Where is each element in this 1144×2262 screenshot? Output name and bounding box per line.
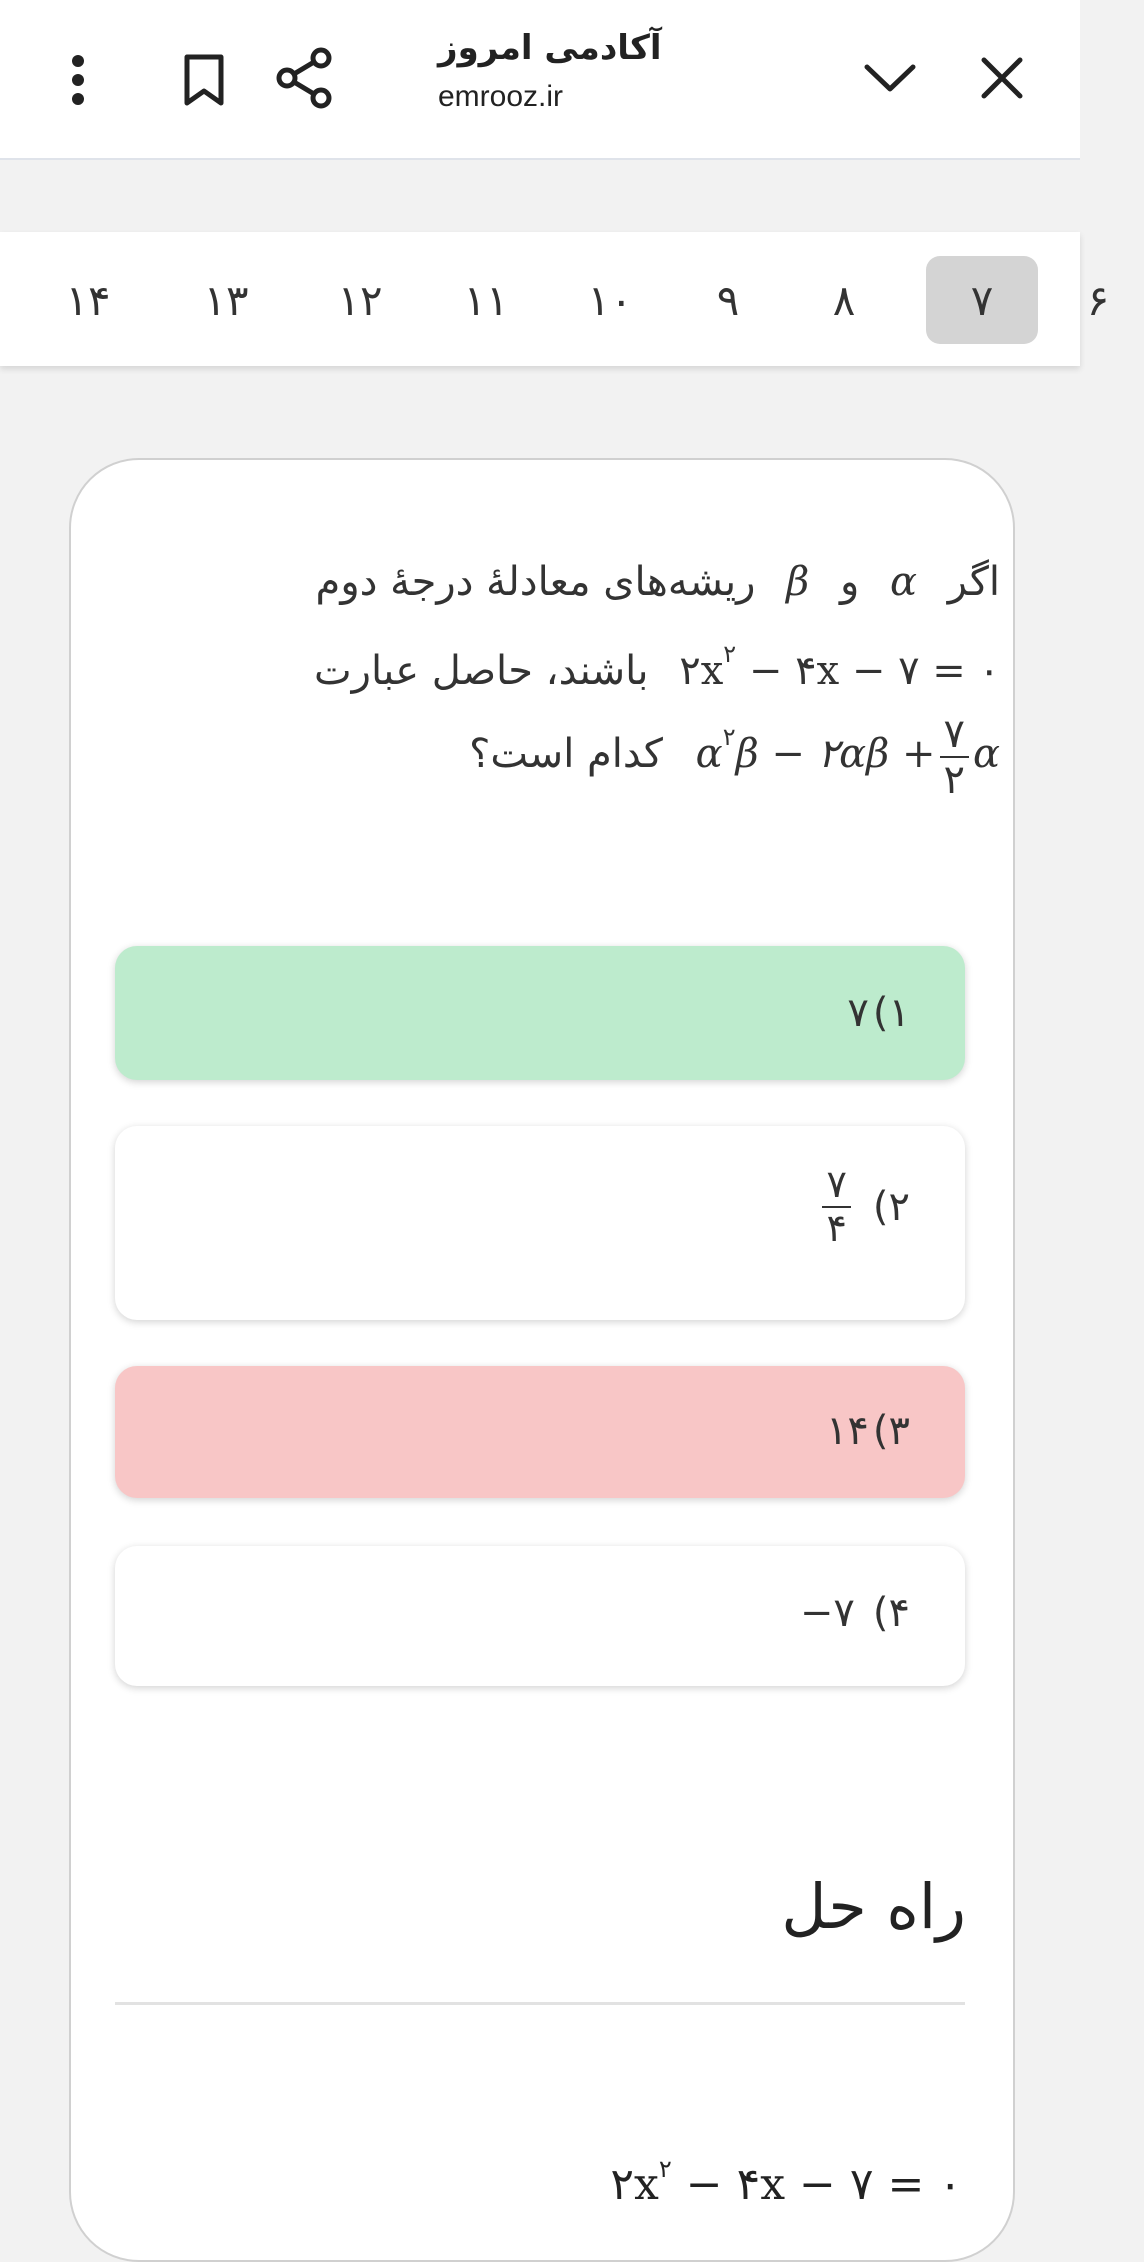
tab-9[interactable]: ۹: [716, 275, 740, 325]
option-1[interactable]: [115, 946, 965, 1080]
tab-11[interactable]: ۱۱: [463, 275, 509, 325]
option-4-number: ۴): [872, 1590, 910, 1636]
option-4-value: −۷: [799, 1590, 855, 1636]
solution-equation: $۲x^۲$ − ۴x − ۷ = ۰: [610, 2155, 962, 2210]
divider: [115, 2002, 965, 2005]
question-line-1: اگر α و β ریشه‌های معادلهٔ درجهٔ دوم: [315, 559, 1000, 605]
tab-8[interactable]: ۸: [832, 275, 856, 325]
tab-6[interactable]: ۶: [1086, 275, 1110, 325]
tab-13[interactable]: ۱۳: [203, 275, 249, 325]
separator-strip: [0, 160, 1080, 232]
question-line-2: $۲x^۲$ − ۴x − ۷ = ۰ باشند، حاصل عبارت: [313, 640, 1000, 694]
tab-12[interactable]: ۱۲: [337, 275, 383, 325]
quadratic-equation: $۲x^۲$ − ۴x − ۷ = ۰: [679, 640, 1000, 694]
option-1-value: ۷: [847, 990, 869, 1036]
solution-title: راه حل: [781, 1870, 966, 1943]
bookmark-icon[interactable]: [172, 48, 236, 112]
page-title-block: [438, 28, 838, 114]
question-number-tabs: [0, 232, 1110, 366]
tab-14[interactable]: ۱۴: [65, 275, 111, 325]
option-2-number: ۲): [872, 1183, 910, 1230]
more-vert-icon[interactable]: [56, 50, 100, 110]
chevron-down-icon[interactable]: [858, 48, 922, 108]
option-3[interactable]: [115, 1366, 965, 1498]
page-url: emrooz.ir: [438, 80, 564, 113]
tab-10[interactable]: ۱۰: [587, 275, 633, 325]
app-bar: [0, 0, 1080, 160]
question-line-3: $\alpha^۲\beta$ − ۲αβ + $\frac{۷}{۲}$ α کدام است؟: [469, 711, 1000, 803]
option-2[interactable]: [115, 1126, 965, 1320]
share-icon[interactable]: [272, 46, 336, 110]
option-1-number: ۱): [872, 990, 910, 1036]
option-3-value: ۱۴: [825, 1408, 869, 1454]
expression: $\alpha^۲\beta$ − ۲αβ + $\frac{۷}{۲}$ α: [695, 711, 1000, 803]
option-4[interactable]: [115, 1546, 965, 1686]
close-icon[interactable]: [972, 48, 1032, 108]
tab-7[interactable]: ۷: [926, 256, 1038, 344]
option-3-number: ۳): [872, 1408, 910, 1454]
page-title: آکادمی امروز: [438, 28, 662, 68]
option-2-fraction: $\frac{۷}{۴}$: [822, 1164, 850, 1250]
